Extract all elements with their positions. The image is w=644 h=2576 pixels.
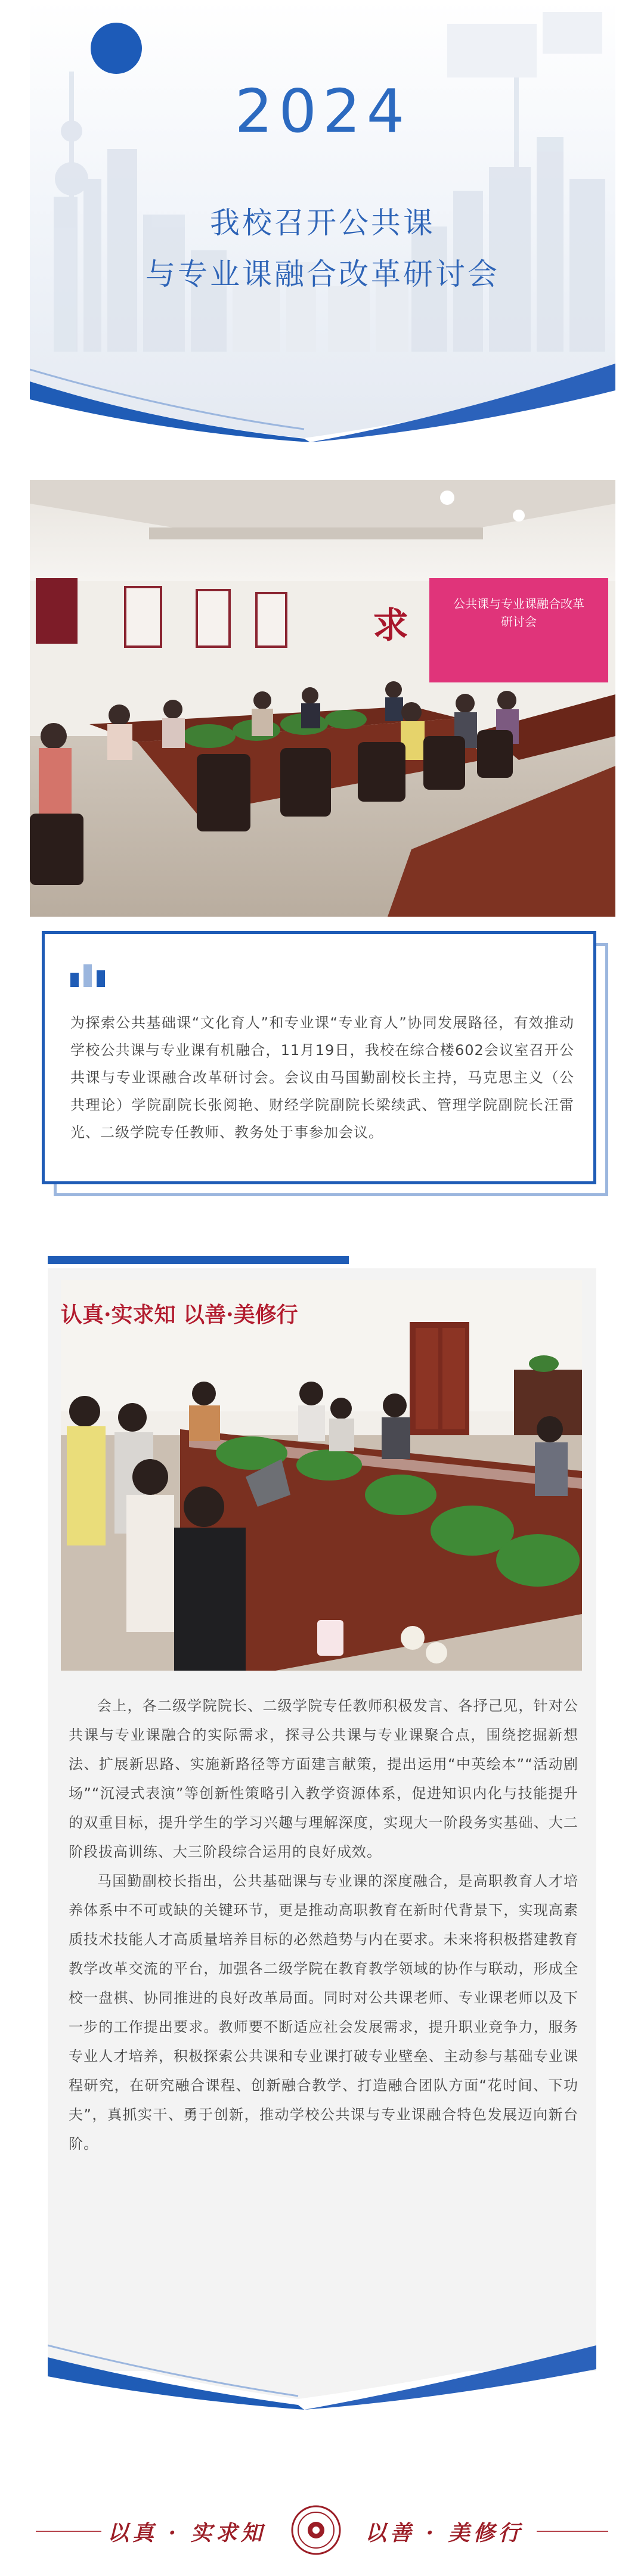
footer-motto-left: 以真 · 实求知 [107, 2521, 266, 2546]
article-body [69, 1692, 578, 2159]
header-banner [30, 0, 615, 444]
banner-text-line1: 公共课与专业课融合改革 [453, 597, 584, 611]
panel-accent-bar [48, 1256, 349, 1264]
footer-motto-right: 以善 · 美修行 [365, 2521, 524, 2546]
footer-rule-left [36, 2531, 101, 2532]
bar-chart-icon [70, 958, 112, 987]
panel-wave-decoration [48, 2310, 596, 2411]
body-paragraph-1: 会上，各二级学院院长、二级学院专任教师积极发言、各抒己见，针对公共课与专业课融合的实际需求，探寻公共课与专业课聚合点，围绕挖掘新想法、扩展新思路、实施新路径等方面建言献策，提出运用“中英绘本”“活动剧场”“沉浸式表演”等创新性策略引入教学资源体系，促进知识内化与技能提升的双重目标，提升学生的学习兴趣与理解深度，实现大一阶段务实基础、大二阶段拔高训练、大三阶段综合运用的良好成效。 [69, 1697, 578, 1860]
meeting-photo-2 [61, 1280, 582, 1671]
body-paragraph-2: 马国勤副校长指出，公共基础课与专业课的深度融合，是高职教育人才培养体系中不可或缺的关键环节，更是推动高职教育在新时代背景下，实现高素质技术技能人才高质量培养目标的必然趋势与内在要求。未来将积极搭建教育教学改革交流的平台，加强各二级学院在教育教学领域的协作与联动，形成全校一盘棋、协同推进的良好改革局面。同时对公共课老师、专业课老师以及下一步的工作提出要求。教师要不断适应社会发展需求，提升职业竞争力，服务专业人才培养，积极探索公共课和专业课打破专业壁垒、主动参与基础专业课程研究，在研究融合课程、创新融合教学、打造融合团队方面“花时间、下功夫”，真抓实干、勇于创新，推动学校公共课与专业课融合特色发展迈向新台阶。 [69, 1873, 578, 2152]
intro-paragraph: 为探索公共基础课“文化育人”和专业课“专业育人”协同发展路径，有效推动学校公共课与专业课有机融合，11月19日，我校在综合楼602会议室召开公共课与专业课融合改革研讨会。会议由马国勤副校长主持，马克思主义（公共理论）学院副院长张阅艳、财经学院副院长梁续武、管理学院副院长汪雷光、二级学院专任教师、教务处于事参加会议。 [70, 1014, 574, 1141]
year-heading: 2024 [234, 76, 411, 146]
page-title-line1: 我校召开公共课 [210, 206, 435, 240]
header-wave-decoration [30, 334, 615, 444]
footer-rule-right [537, 2531, 608, 2532]
page-title-line2: 与专业课融合改革研讨会 [145, 257, 500, 291]
wall-slogan-fragment: 求 [373, 605, 408, 647]
banner-text-line2: 研讨会 [501, 614, 537, 629]
meeting-photo-1 [30, 480, 615, 917]
wall-slogan: 认真·实求知 以善·美修行 [61, 1302, 298, 1327]
school-seal-icon [291, 2505, 341, 2555]
decorative-blue-dot [91, 23, 142, 74]
